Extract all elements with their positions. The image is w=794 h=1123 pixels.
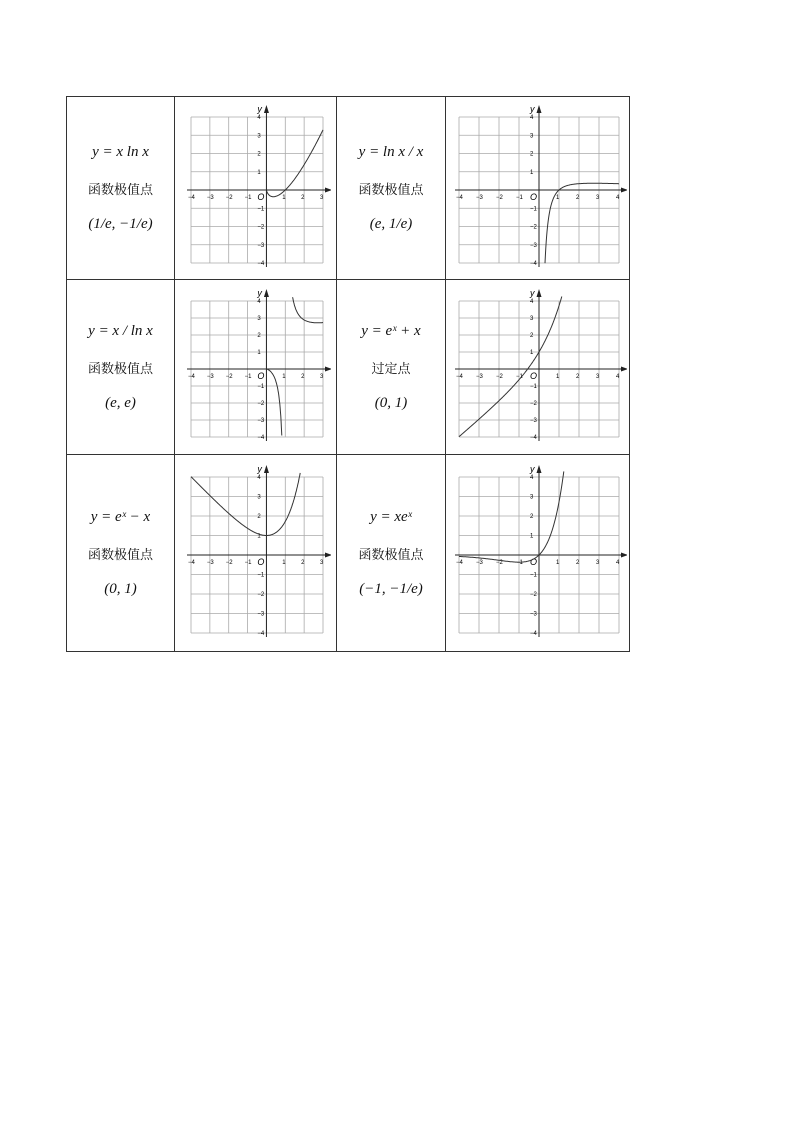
graph-cell-1 (175, 97, 337, 280)
formula-2: y = ln x / x (358, 143, 424, 160)
y-tick-label: 1 (529, 350, 533, 356)
formula-4: y = eˣ + x (361, 322, 421, 339)
y-tick-label: −3 (256, 418, 264, 424)
point-2: (e, 1/e) (369, 215, 413, 232)
x-tick-label: 1 (555, 560, 559, 566)
label-5: 函数极值点 (87, 547, 153, 563)
x-tick-label: −4 (187, 195, 195, 201)
x-tick-label: 2 (300, 374, 304, 380)
label-1: 函数极值点 (87, 182, 153, 198)
function-curve (191, 473, 300, 536)
point-5: (0, 1) (104, 580, 137, 597)
x-tick-label: −2 (495, 560, 503, 566)
label-2: 函数极值点 (358, 182, 424, 198)
y-tick-label: 3 (529, 316, 533, 322)
axis-name-label: y (256, 464, 262, 474)
label-6: 函数极值点 (358, 547, 424, 563)
x-tick-label: 3 (595, 374, 599, 380)
y-tick-label: 2 (529, 514, 533, 520)
x-tick-label: −3 (206, 374, 214, 380)
x-tick-label: 3 (319, 195, 323, 201)
y-tick-label: −4 (529, 261, 537, 267)
x-tick-label: 2 (300, 195, 304, 201)
x-tick-label: −1 (515, 195, 523, 201)
x-axis-arrow (325, 188, 331, 193)
origin-label: O (256, 192, 264, 202)
graph-2 (449, 103, 627, 273)
x-axis-arrow (325, 367, 331, 372)
x-axis-arrow (325, 553, 331, 558)
graph-cell-5 (175, 455, 337, 652)
y-tick-label: −4 (256, 435, 264, 441)
y-tick-label: −2 (529, 224, 537, 231)
graph-6 (449, 463, 627, 643)
x-tick-label: 4 (615, 374, 619, 380)
x-tick-label: −2 (495, 195, 503, 201)
y-tick-label: 4 (529, 115, 533, 121)
origin-label: O (529, 557, 537, 567)
x-tick-label: −4 (455, 374, 463, 380)
x-axis-arrow (621, 188, 627, 193)
y-tick-label: 2 (529, 333, 533, 339)
graph-cell-2 (446, 97, 630, 280)
x-tick-label: 1 (281, 374, 286, 380)
y-axis-arrow (536, 289, 541, 297)
point-3: (e, e) (105, 394, 136, 411)
x-tick-label: 2 (300, 560, 304, 566)
y-tick-label: 4 (529, 299, 533, 305)
label-4: 过定点 (371, 361, 411, 377)
cell-text-3 (67, 280, 175, 455)
x-tick-label: −1 (244, 374, 251, 380)
graph-4 (449, 287, 627, 447)
y-tick-label: 2 (256, 151, 261, 158)
x-tick-label: −2 (225, 374, 233, 380)
x-tick-label: 1 (281, 560, 286, 566)
cell-text-5 (67, 455, 175, 652)
y-axis-arrow (263, 465, 268, 473)
axis-name-label: y (256, 104, 262, 114)
y-tick-label: −2 (256, 224, 264, 231)
formula-5: y = eˣ − x (90, 508, 151, 525)
y-tick-label: −1 (256, 384, 264, 390)
y-tick-label: 3 (529, 133, 533, 140)
x-tick-label: −1 (244, 195, 251, 201)
graph-cell-3 (175, 280, 337, 455)
y-tick-label: −2 (256, 401, 264, 407)
y-tick-label: −3 (256, 242, 264, 249)
formula-3: y = x / ln x (88, 322, 153, 339)
origin-label: O (529, 192, 537, 202)
y-tick-label: 1 (256, 533, 261, 540)
axis-name-label: y (529, 288, 534, 298)
axis-name-label: y (529, 104, 534, 114)
y-tick-label: 1 (256, 169, 261, 176)
y-tick-label: −3 (529, 242, 537, 249)
y-tick-label: 3 (256, 133, 261, 140)
x-axis-arrow (621, 553, 627, 558)
x-tick-label: −2 (225, 560, 233, 566)
x-tick-label: −4 (455, 560, 463, 566)
function-table (66, 96, 630, 652)
y-tick-label: −1 (529, 572, 537, 579)
y-tick-label: −2 (529, 401, 537, 407)
x-tick-label: −1 (244, 560, 251, 566)
origin-label: O (256, 557, 264, 567)
axis-name-label: y (529, 464, 534, 474)
x-tick-label: −2 (225, 195, 233, 201)
cell-text-6 (337, 455, 446, 652)
y-tick-label: −4 (256, 631, 264, 637)
graph-3 (181, 287, 331, 447)
y-tick-label: −1 (529, 206, 537, 213)
x-tick-label: −2 (495, 374, 503, 380)
graph-cell-4 (446, 280, 630, 455)
x-tick-label: −3 (475, 560, 483, 566)
y-tick-label: 4 (529, 475, 533, 481)
x-tick-label: 3 (319, 560, 323, 566)
y-tick-label: 4 (256, 475, 261, 481)
x-tick-label: 3 (595, 560, 599, 566)
x-tick-label: 2 (575, 560, 579, 566)
y-tick-label: −1 (256, 572, 264, 579)
y-tick-label: 2 (256, 514, 261, 520)
y-axis-arrow (263, 105, 268, 113)
y-tick-label: −4 (256, 261, 264, 267)
y-tick-label: 3 (529, 494, 533, 501)
point-6: (−1, −1/e) (359, 580, 423, 597)
x-tick-label: 3 (595, 195, 599, 201)
function-curve (266, 130, 322, 197)
y-axis-arrow (536, 465, 541, 473)
x-axis-arrow (621, 367, 627, 372)
cell-text-1 (67, 97, 175, 280)
x-tick-label: 3 (319, 374, 323, 380)
point-1: (1/e, −1/e) (88, 215, 153, 232)
axis-name-label: y (256, 288, 262, 298)
y-tick-label: −2 (529, 592, 537, 598)
y-tick-label: −1 (529, 384, 537, 390)
x-tick-label: −3 (475, 195, 483, 201)
y-tick-label: −3 (529, 611, 537, 618)
y-tick-label: 2 (529, 151, 533, 158)
y-axis-arrow (536, 105, 541, 113)
x-tick-label: −1 (515, 560, 523, 566)
label-3: 函数极值点 (87, 361, 153, 377)
point-4: (0, 1) (374, 394, 408, 411)
origin-label: O (256, 371, 264, 381)
y-tick-label: −4 (529, 435, 537, 441)
x-tick-label: −4 (187, 560, 195, 566)
x-tick-label: −4 (187, 374, 195, 380)
x-tick-label: 2 (575, 374, 579, 380)
function-curve (459, 471, 564, 562)
x-tick-label: 1 (281, 195, 286, 201)
y-tick-label: 1 (529, 169, 533, 176)
graph-cell-6 (446, 455, 630, 652)
cell-text-2 (337, 97, 446, 280)
origin-label: O (529, 371, 537, 381)
function-curve (459, 297, 562, 437)
graph-1 (181, 103, 331, 273)
x-tick-label: 1 (555, 195, 559, 201)
x-tick-label: −3 (206, 195, 214, 201)
y-tick-label: 3 (256, 316, 261, 322)
graph-5 (181, 463, 331, 643)
cell-text-4 (337, 280, 446, 455)
y-tick-label: 2 (256, 333, 261, 339)
y-axis-arrow (263, 289, 268, 297)
y-tick-label: −3 (529, 418, 537, 424)
x-tick-label: 4 (615, 195, 619, 201)
y-tick-label: 4 (256, 115, 261, 121)
y-tick-label: −4 (529, 631, 537, 637)
y-tick-label: 3 (256, 494, 261, 501)
x-tick-label: 2 (575, 195, 579, 201)
y-tick-label: 1 (529, 533, 533, 540)
x-tick-label: −3 (475, 374, 483, 380)
formula-1: y = x ln x (92, 143, 149, 160)
y-tick-label: −1 (256, 206, 264, 213)
x-tick-label: 1 (555, 374, 559, 380)
x-tick-label: −4 (455, 195, 463, 201)
x-tick-label: 4 (615, 560, 619, 566)
y-tick-label: 4 (256, 299, 261, 305)
y-tick-label: −2 (256, 592, 264, 598)
x-tick-label: −1 (515, 374, 523, 380)
y-tick-label: 1 (256, 350, 261, 356)
x-tick-label: −3 (206, 560, 214, 566)
y-tick-label: −3 (256, 611, 264, 618)
formula-6: y = xeˣ (370, 508, 412, 525)
